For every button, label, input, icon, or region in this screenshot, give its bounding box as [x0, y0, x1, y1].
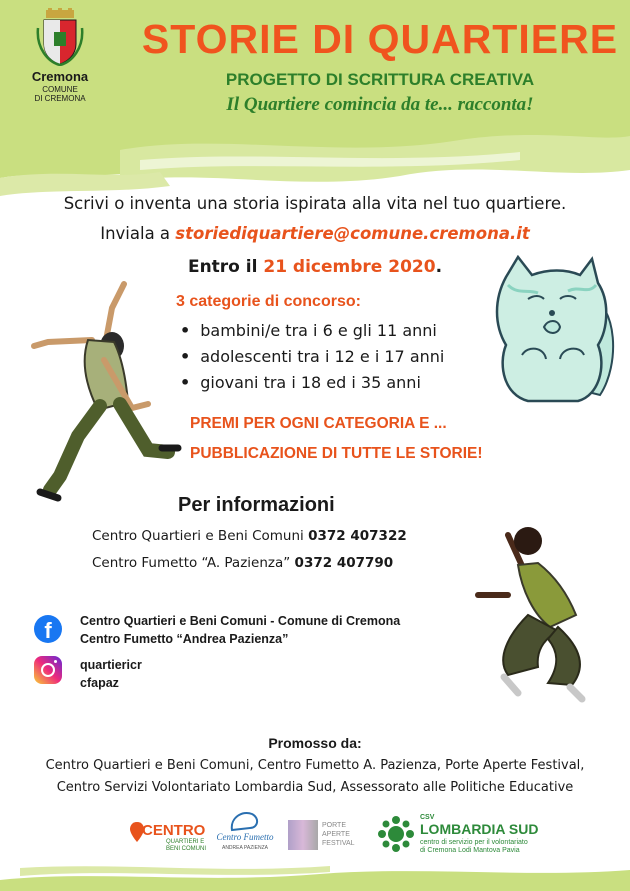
- intro-send: Inviala a storiediquartiere@comune.cremona.it: [100, 224, 530, 243]
- centro-quartieri-logo: CENTRO QUARTIERI E BENI COMUNI: [130, 820, 210, 854]
- csv-lombardia-sud-logo: CSV LOMBARDIA SUD centro di servizio per il volontariato di Cremona Lodi Mantova Pavia: [378, 814, 608, 858]
- prizes-line-1: PREMI PER OGNI CATEGORIA E ...: [190, 415, 447, 432]
- info-contact: Centro Fumetto “A. Pazienza” 0372 407790: [92, 555, 394, 571]
- instagram-icon[interactable]: [34, 656, 62, 684]
- email-link[interactable]: storiediquartiere@comune.cremona.it: [175, 224, 530, 243]
- instagram-handle-1[interactable]: quartiericr: [80, 658, 142, 672]
- deadline: Entro il 21 dicembre 2020.: [187, 257, 443, 277]
- prizes-line-2: PUBBLICAZIONE DI TUTTE LE STORIE!: [190, 445, 483, 462]
- cremona-crest-icon: [36, 8, 84, 66]
- jumping-boy-illustration: [28, 280, 188, 520]
- instagram-handle-2[interactable]: cfapaz: [80, 676, 119, 690]
- porte-aperte-logo: PORTE APERTE FESTIVAL: [288, 820, 358, 854]
- tagline: Il Quartiere comincia da te... racconta!: [226, 94, 534, 115]
- facebook-page-2[interactable]: Centro Fumetto “Andrea Pazienza”: [80, 632, 289, 646]
- facebook-icon[interactable]: f: [34, 615, 62, 643]
- phone-number[interactable]: 0372 407322: [308, 528, 407, 544]
- logo-name: Cremona: [31, 69, 89, 84]
- intro-text: Scrivi o inventa una storia ispirata alla vita nel tuo quartiere.: [63, 194, 567, 213]
- categories-list: [180, 318, 444, 396]
- cat-illustration: [488, 255, 618, 405]
- list-item: • giovani tra i 18 ed i 35 anni: [180, 370, 444, 396]
- phone-number[interactable]: 0372 407790: [294, 555, 394, 571]
- page-title: STORIE DI QUARTIERE: [141, 16, 619, 62]
- jumping-girl-illustration: [468, 515, 628, 705]
- promo-text: Centro Quartieri e Beni Comuni, Centro Fumetto A. Pazienza, Porte Aperte Festival, Centro Servizi Volontariato Lombardia Sud, Assessorato alle Politiche Educative: [45, 758, 585, 795]
- centro-fumetto-logo: Centro Fumetto ANDREA PAZIENZA: [214, 810, 276, 856]
- facebook-page-1[interactable]: Centro Quartieri e Beni Comuni - Comune di Cremona: [80, 614, 401, 628]
- promo-title: Promosso da:: [268, 735, 362, 751]
- list-item: • bambini/e tra i 6 e gli 11 anni: [180, 318, 444, 344]
- info-title: Per informazioni: [178, 494, 335, 516]
- list-item: • adolescenti tra i 12 e i 17 anni: [180, 344, 444, 370]
- logo-sub: COMUNE DI CREMONA: [34, 85, 86, 103]
- categories-title: 3 categorie di concorso:: [176, 293, 361, 310]
- info-contact: Centro Quartieri e Beni Comuni 0372 407322: [92, 528, 407, 544]
- page-subtitle: PROGETTO DI SCRITTURA CREATIVA: [225, 70, 535, 89]
